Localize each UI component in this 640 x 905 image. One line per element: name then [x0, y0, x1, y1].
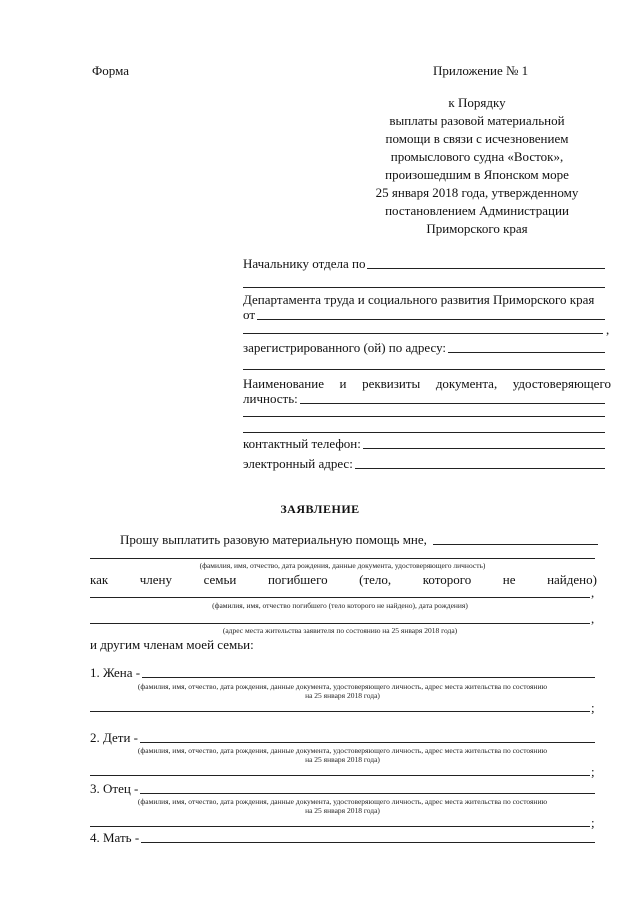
registered-input-line[interactable] — [448, 340, 605, 353]
member-word: найдено) — [547, 572, 597, 587]
email-field — [243, 456, 605, 472]
wife-label: 1. Жена - — [90, 665, 141, 680]
member-word: семьи — [203, 572, 237, 587]
order-line: промыслового судна «Восток», — [390, 149, 564, 164]
children-caption — [90, 746, 595, 764]
wife-input-line[interactable] — [142, 665, 595, 678]
chief-input-line-2[interactable] — [243, 287, 605, 288]
doc-word: и — [339, 376, 347, 391]
deceased-caption: (фамилия, имя, отчество погибшего (тело которого не найдено), дата рождения) — [212, 601, 468, 610]
identity-input-line-2[interactable] — [243, 416, 605, 417]
wife-input-line-2[interactable] — [90, 711, 590, 712]
order-line: постановлением Администрации — [385, 203, 569, 218]
children-caption-line: (фамилия, имя, отчество, дата рождения, данные документа, удостоверяющего личность, адрес места жительства по состоянию — [137, 746, 548, 755]
mother-input-line[interactable] — [141, 830, 595, 843]
mother-field — [90, 830, 595, 846]
from-field — [243, 307, 605, 323]
order-line: к Порядку — [448, 95, 506, 110]
children-label: 2. Дети - — [90, 730, 139, 745]
form-label: Форма — [92, 63, 129, 78]
doc-word: документа, — [435, 376, 498, 391]
father-semicolon: ; — [591, 815, 595, 830]
from-input-line[interactable] — [257, 307, 605, 320]
appendix-number: Приложение № 1 — [433, 63, 529, 78]
order-line: помощи в связи с исчезновением — [385, 131, 569, 146]
children-field — [90, 730, 595, 746]
order-reference — [352, 94, 602, 238]
order-line: выплаты разовой материальной — [389, 113, 565, 128]
address-caption: (адрес места жительства заявителя по состоянию на 25 января 2018 года) — [222, 626, 458, 635]
wife-field — [90, 665, 595, 681]
children-input-line[interactable] — [140, 730, 595, 743]
deceased-input-line[interactable] — [90, 597, 590, 598]
member-word: члену — [139, 572, 173, 587]
doc-word: Наименование — [243, 376, 324, 391]
wife-caption-line: (фамилия, имя, отчество, дата рождения, данные документа, удостоверяющего личность, адрес места жительства по состоянию — [137, 682, 548, 691]
identity-field — [243, 391, 605, 407]
request-text: Прошу выплатить разовую материальную помощь мне, — [120, 532, 427, 547]
doc-word: удостоверяющего — [512, 376, 611, 391]
registered-label: зарегистрированного (ой) по адресу: — [243, 340, 447, 355]
address-input-line[interactable] — [90, 623, 590, 624]
from-comma: , — [606, 322, 610, 337]
member-word: (тело, — [359, 572, 392, 587]
registered-field — [243, 340, 605, 356]
father-field — [90, 781, 595, 797]
applicant-input-line[interactable] — [90, 558, 595, 559]
chief-input-line[interactable] — [367, 256, 605, 269]
member-word: которого — [422, 572, 472, 587]
applicant-caption: (фамилия, имя, отчество, дата рождения, данные документа, удостоверяющего личность) — [199, 561, 486, 570]
phone-input-line[interactable] — [363, 436, 605, 449]
chief-label: Начальнику отдела по — [243, 256, 366, 271]
children-semicolon: ; — [591, 764, 595, 779]
deceased-comma: , — [591, 585, 595, 600]
phone-label: контактный телефон: — [243, 436, 361, 451]
father-input-line[interactable] — [140, 781, 595, 794]
father-label: 3. Отец - — [90, 781, 139, 796]
statement-title: ЗАЯВЛЕНИЕ — [280, 502, 360, 516]
order-line: произошедшим в Японском море — [385, 167, 569, 182]
children-input-line-2[interactable] — [90, 775, 590, 776]
identity-label: личность: — [243, 391, 298, 406]
phone-field — [243, 436, 605, 452]
member-word: не — [502, 572, 516, 587]
wife-caption-line: на 25 января 2018 года) — [305, 691, 380, 700]
member-word: погибшего — [267, 572, 328, 587]
registered-input-line-2[interactable] — [243, 369, 605, 370]
other-members-text: и другим членам моей семьи: — [90, 637, 254, 652]
request-field — [120, 532, 598, 548]
email-label: электронный адрес: — [243, 456, 353, 471]
father-caption — [90, 797, 595, 815]
children-caption-line: на 25 января 2018 года) — [305, 755, 380, 764]
wife-caption — [90, 682, 595, 700]
request-input-line[interactable] — [433, 532, 598, 545]
from-input-line-2[interactable] — [243, 333, 603, 334]
identity-input-line[interactable] — [300, 391, 605, 404]
identity-doc-label — [243, 376, 611, 392]
order-line: Приморского края — [426, 221, 528, 236]
identity-input-line-3[interactable] — [243, 432, 605, 433]
address-comma: , — [591, 611, 595, 626]
department-label: Департамента труда и социального развития Приморского края — [243, 292, 595, 307]
member-word: как — [90, 572, 109, 587]
chief-field — [243, 256, 605, 272]
father-input-line-2[interactable] — [90, 826, 590, 827]
order-line: 25 января 2018 года, утвержденному — [375, 185, 579, 200]
wife-semicolon: ; — [591, 700, 595, 715]
father-caption-line: (фамилия, имя, отчество, дата рождения, данные документа, удостоверяющего личность, адрес места жительства по состоянию — [137, 797, 548, 806]
email-input-line[interactable] — [355, 456, 605, 469]
family-member-text — [90, 572, 597, 588]
father-caption-line: на 25 января 2018 года) — [305, 806, 380, 815]
from-label: от — [243, 307, 256, 322]
doc-word: реквизиты — [362, 376, 421, 391]
mother-label: 4. Мать - — [90, 830, 140, 845]
